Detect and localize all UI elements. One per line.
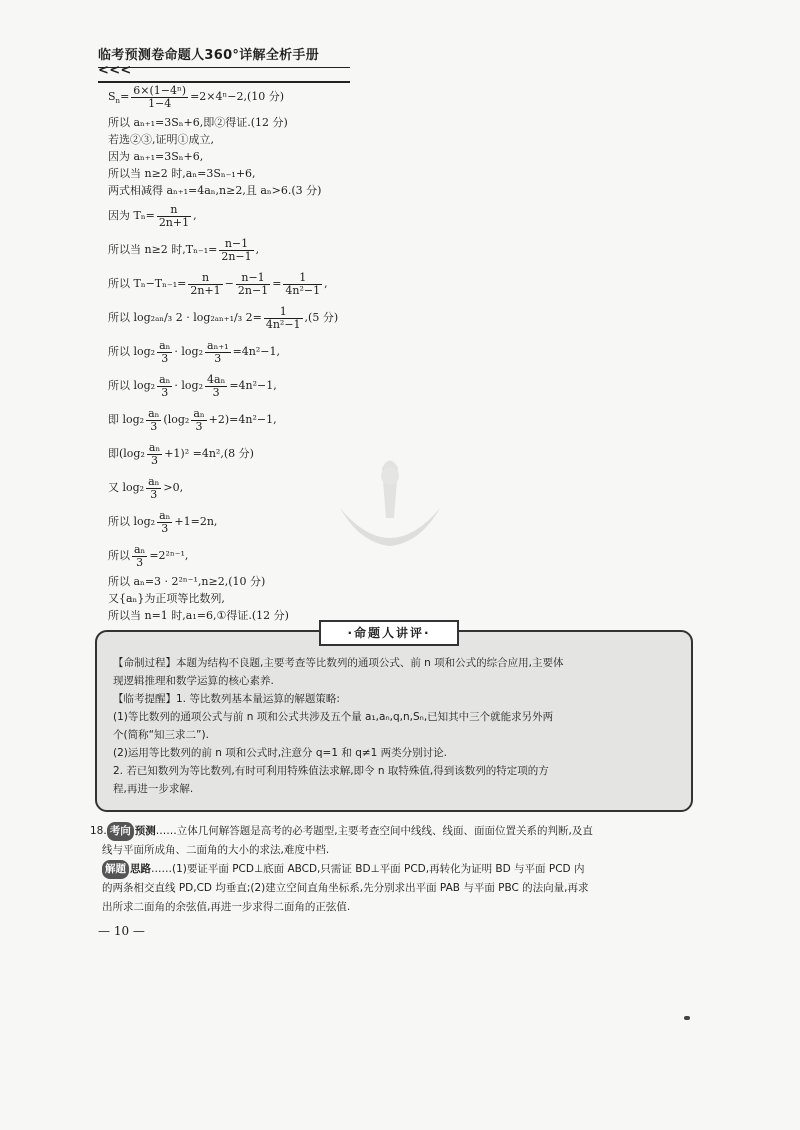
- review-body: [113, 654, 679, 798]
- question-18: [90, 822, 710, 917]
- q18-prediction-line: 18. 考向 预测……立体几何解答题是高考的必考题型,主要考查空间中线线、线面、面面位置关系的判断,及直: [90, 822, 710, 841]
- watermark-emblem-icon: [330, 448, 450, 558]
- scan-speck: [684, 1016, 690, 1020]
- proof-line-11: 所以 log₂ $\frac{\text{aₙ}}{3}$ · log₂ $\frac{\text{aₙ₊₁}}{3}$ =4n²−1,: [108, 338, 280, 365]
- proof-line-10: 所以 log₂ₐₙ/₃ 2 · log₂ₐₙ₊₁/₃ 2= $\frac{1}{\text{4n²−1}}$ ,(5 分): [108, 304, 339, 331]
- fraction: $\frac{\text{6×(1−4ⁿ)}}{1-4}$: [133, 83, 187, 110]
- proof-line-18: 所以 aₙ=3 · 2²ⁿ⁻¹,n≥2,(10 分): [108, 575, 266, 588]
- q18-approach-cont: 出所求二面角的余弦值,再进一步求得二面角的正弦值.: [102, 901, 351, 913]
- proof-line-2: 所以 aₙ₊₁=3Sₙ+6,即②得证.(12 分): [108, 116, 288, 129]
- review-line: 个(简称“知三求二”).: [113, 729, 209, 741]
- book-header-title: 临考预测卷命题人360°详解全析手册 <<<: [98, 44, 350, 83]
- review-line: 2. 若已知数列为等比数列,有时可利用特殊值法求解,即令 n 取特殊值,得到该数列的特定项的方: [113, 765, 549, 777]
- review-line: 现逻辑推理和数学运算的核心素养.: [113, 675, 274, 687]
- proof-line-7: 因为 Tₙ= $\frac{n}{2n+1}$ ,: [108, 202, 197, 229]
- proof-line-4: 因为 aₙ₊₁=3Sₙ+6,: [108, 150, 204, 163]
- review-line: 程,再进一步求解.: [113, 783, 194, 795]
- review-line: 【临考提醒】1. 等比数列基本量运算的解题策略:: [113, 693, 340, 705]
- review-line: (2)运用等比数列的前 n 项和公式时,注意分 q=1 和 q≠1 两类分别讨论.: [113, 747, 448, 759]
- page-number: — 10 —: [98, 924, 145, 938]
- review-line: 【命制过程】本题为结构不良题,主要考查等比数列的通项公式、前 n 项和公式的综合应用,主要体: [113, 657, 564, 669]
- proof-line-15: 又 log₂ $\frac{\text{aₙ}}{3}$ >0,: [108, 474, 184, 501]
- q18-prediction-cont: 线与平面所成角、二面角的大小的求法,难度中档.: [102, 844, 330, 856]
- review-line: (1)等比数列的通项公式与前 n 项和公式共涉及五个量 a₁,aₙ,q,n,Sₙ,已知其中三个就能求另外两: [113, 711, 554, 723]
- proof-line-1: $S_n=$ $\frac{\text{6×(1−4ⁿ)}}{1-4}$ =2×4ⁿ−2,(10 分): [108, 83, 285, 110]
- q18-approach-line: 解题 思路……(1)要证平面 PCD⊥底面 ABCD,只需证 BD⊥平面 PCD,再转化为证明 BD 与平面 PCD 内: [90, 860, 710, 879]
- proof-line-9: 所以 Tₙ−Tₙ₋₁= $\frac{n}{2n+1}$ − $\frac{n-1}{2n-1}$ = $\frac{1}{\text{4n²−1}}$ ,: [108, 270, 328, 297]
- proof-line-6: 两式相减得 aₙ₊₁=4aₙ,n≥2,且 aₙ>6.(3 分): [108, 184, 322, 197]
- proof-line-14: 即(log₂ $\frac{\text{aₙ}}{3}$ +1)² =4n²,(8 分): [108, 440, 254, 467]
- proof-line-8: 所以当 n≥2 时,Tₙ₋₁= $\frac{n-1}{2n-1}$ ,: [108, 236, 260, 263]
- proof-line-12: 所以 log₂ $\frac{\text{aₙ}}{3}$ · log₂ $\frac{\text{4aₙ}}{3}$ =4n²−1,: [108, 372, 277, 399]
- review-box: [95, 626, 693, 812]
- proof-line-3: 若选②③,证明①成立,: [108, 133, 214, 146]
- proof-line-17: 所以 $\frac{\text{aₙ}}{3}$ =2²ⁿ⁻¹,: [108, 542, 189, 569]
- proof-line-19: 又{aₙ}为正项等比数列,: [108, 592, 225, 605]
- proof-line-16: 所以 log₂ $\frac{\text{aₙ}}{3}$ +1=2n,: [108, 508, 218, 535]
- review-title: ·命题人讲评·: [319, 620, 459, 646]
- proof-line-5: 所以当 n≥2 时,aₙ=3Sₙ₋₁+6,: [108, 167, 256, 180]
- q18-approach-cont: 的两条相交直线 PD,CD 均垂直;(2)建立空间直角坐标系,先分别求出平面 PAB 与平面 PBC 的法向量,再求: [102, 882, 589, 894]
- q18-badge-direction: 考向: [107, 822, 134, 841]
- proof-line-20: 所以当 n=1 时,a₁=6,①得证.(12 分): [108, 609, 289, 622]
- proof-line-13: 即 log₂ $\frac{\text{aₙ}}{3}$ (log₂ $\frac{\text{aₙ}}{3}$ +2)=4n²−1,: [108, 406, 277, 433]
- header-divider: [98, 67, 350, 68]
- q18-badge-solution: 解题: [102, 860, 129, 879]
